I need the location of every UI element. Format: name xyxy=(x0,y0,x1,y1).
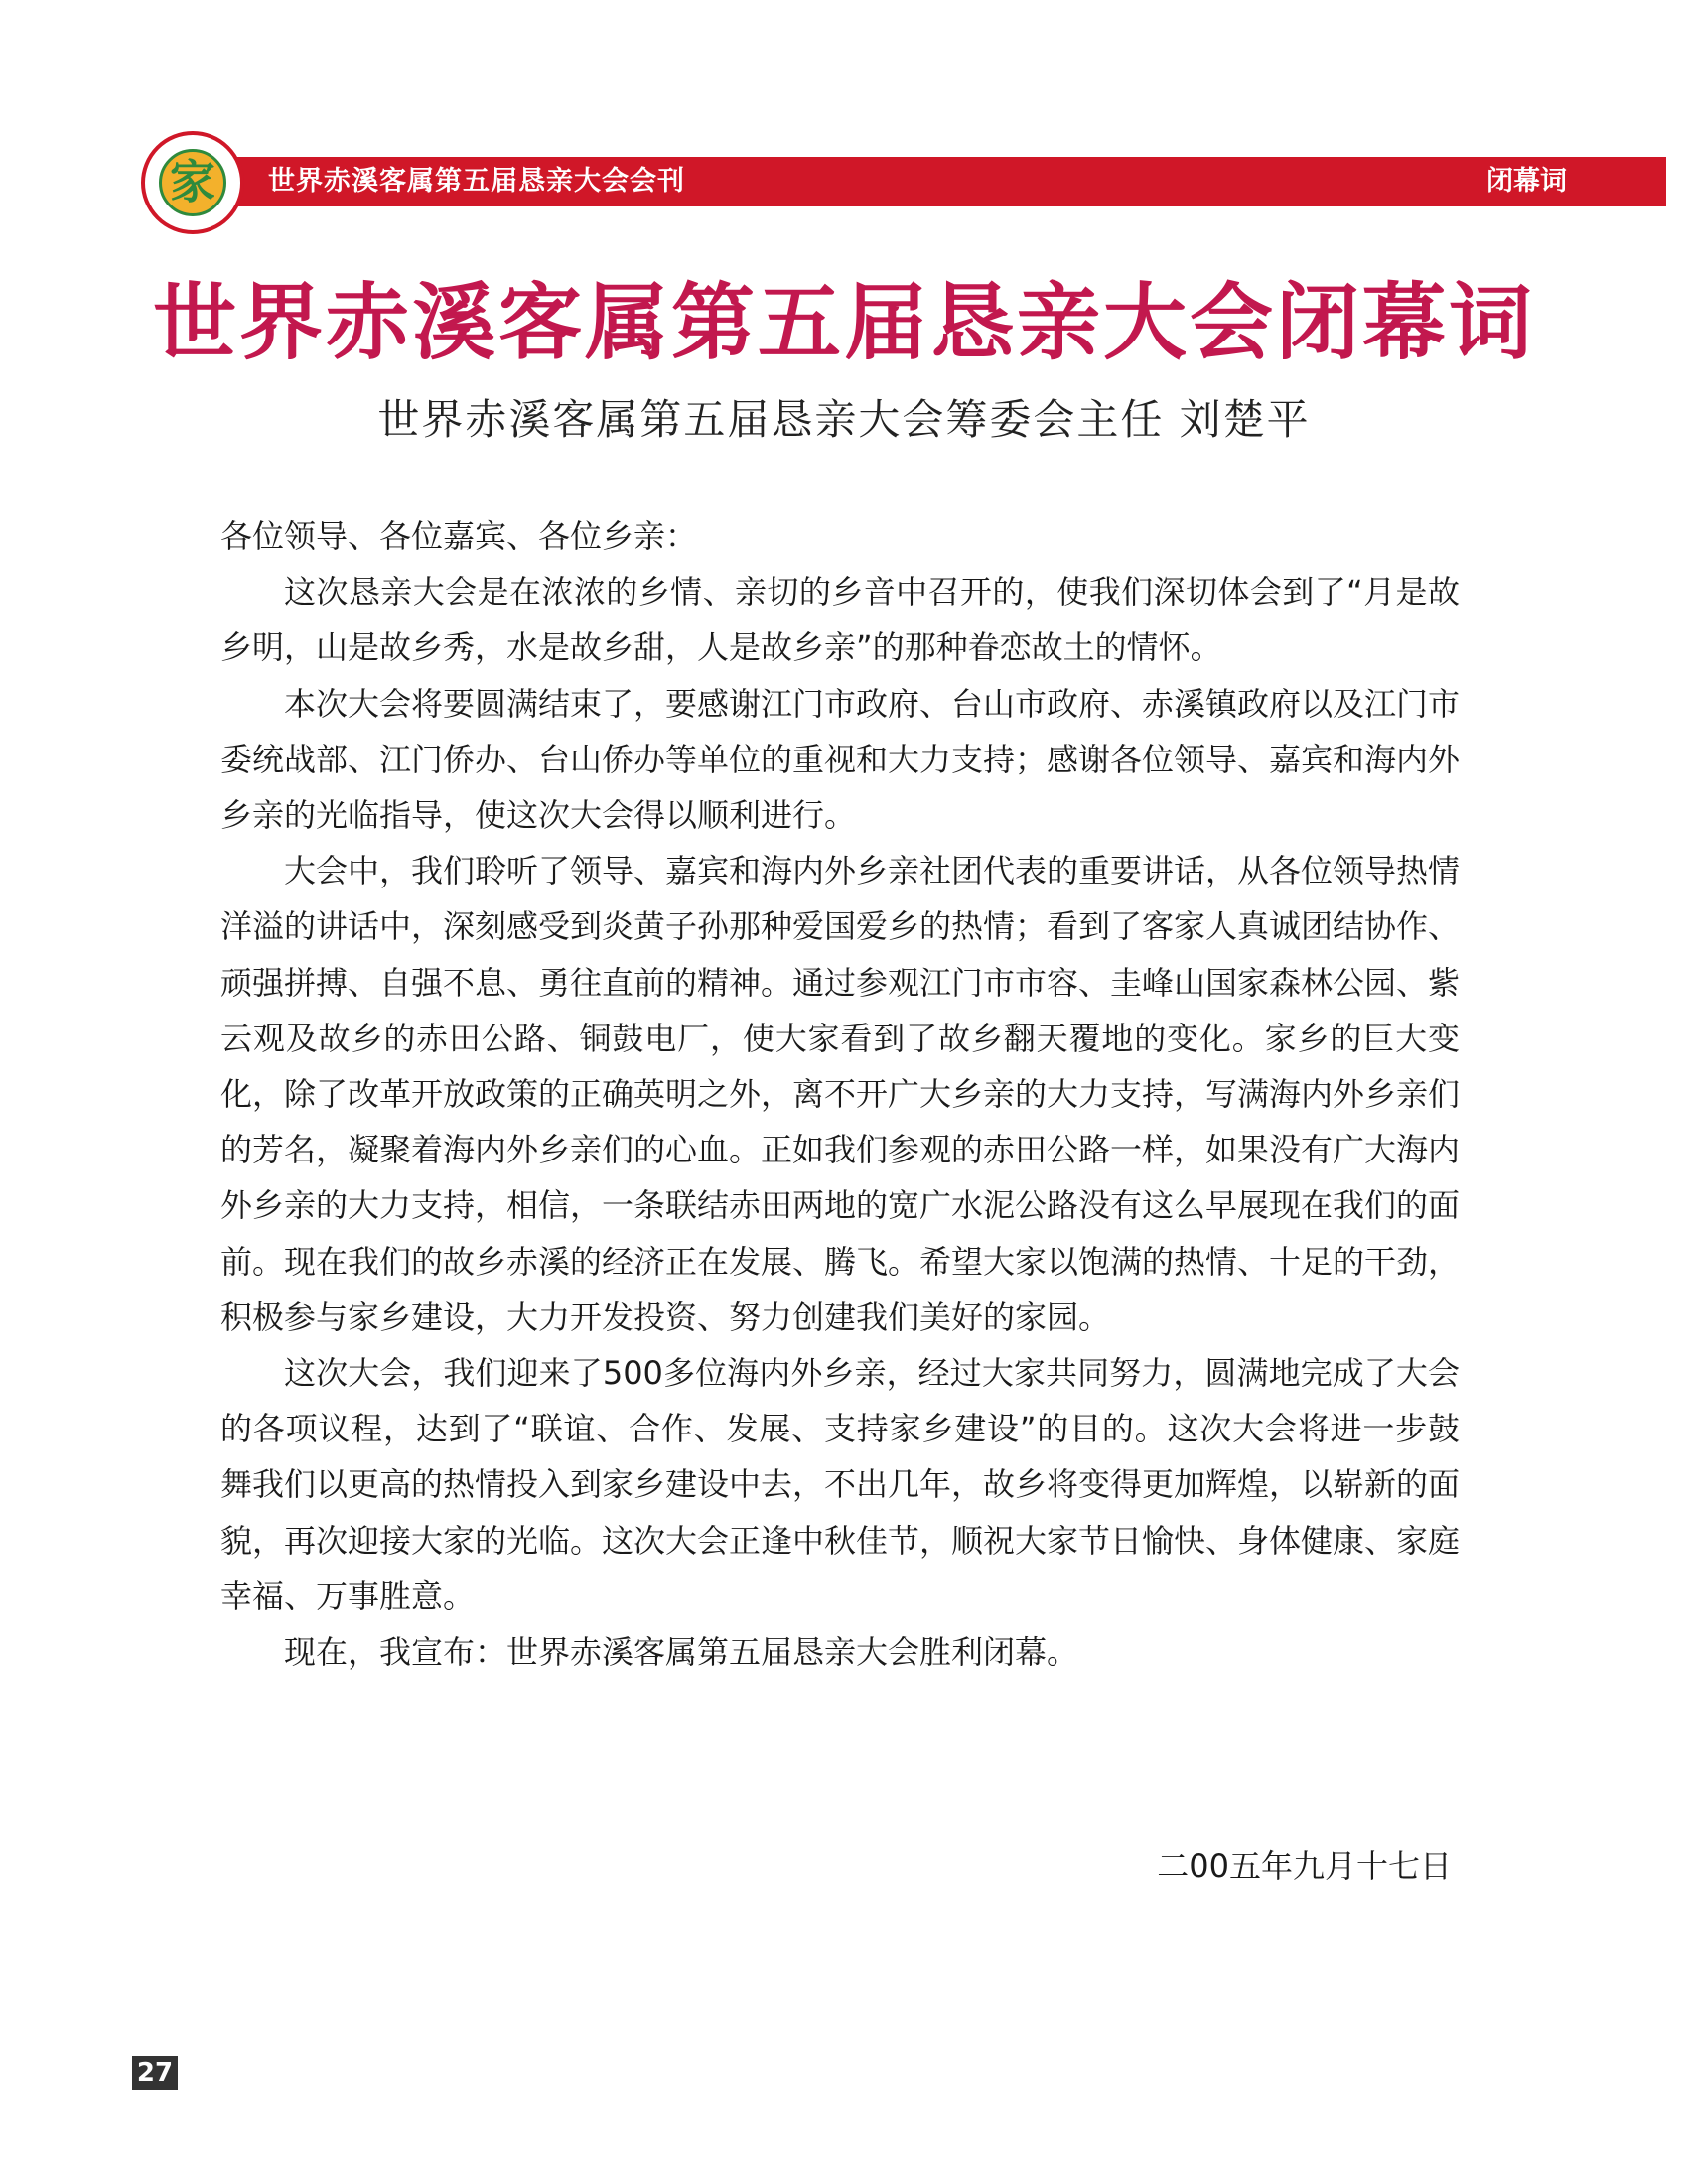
paragraph: 本次大会将要圆满结束了，要感谢江门市政府、台山市政府、赤溪镇政府以及江门市委统战部、江门侨办、台山侨办等单位的重视和大力支持；感谢各位领导、嘉宾和海内外乡亲的光临指导，使这次大会得以顺利进行。 xyxy=(220,684,1461,835)
paragraph: 大会中，我们聆听了领导、嘉宾和海内外乡亲社团代表的重要讲话，从各位领导热情洋溢的讲话中，深刻感受到炎黄子孙那种爱国爱乡的热情；看到了客家人真诚团结协作、顽强拼搏、自强不息、勇往直前的精神。通过参观江门市市容、圭峰山国家森林公园、紫云观及故乡的赤田公路、铜鼓电厂，使大家看到了故乡翻天覆地的变化。家乡的巨大变化，除了改革开放政策的正确英明之外，离不开广大乡亲的大力支持，写满海内外乡亲们的芳名，凝聚着海内外乡亲们的心血。正如我们参观的赤田公路一样，如果没有广大海内外乡亲的大力支持，相信，一条联结赤田两地的宽广水泥公路没有这么早展现在我们的面前。现在我们的故乡赤溪的经济正在发展、腾飞。希望大家以饱满的热情、十足的干劲，积极参与家乡建设，大力开发投资、努力创建我们美好的家园。 xyxy=(220,852,1461,1336)
paragraph: 这次恳亲大会是在浓浓的乡情、亲切的乡音中召开的，使我们深切体会到了“月是故乡明，山是故乡秀，水是故乡甜，人是故乡亲”的那种眷恋故土的情怀。 xyxy=(220,573,1460,667)
speech-body xyxy=(220,508,1460,1680)
speaker-byline: 世界赤溪客属第五届恳亲大会筹委会主任 刘楚平 xyxy=(377,395,1311,444)
speech-date: 二00五年九月十七日 xyxy=(1157,1847,1452,1885)
header-bar xyxy=(228,157,1666,206)
salutation: 各位领导、各位嘉宾、各位乡亲： xyxy=(220,517,698,555)
page-title: 世界赤溪客属第五届恳亲大会闭幕词 xyxy=(152,273,1535,371)
page-number: 27 xyxy=(132,2056,178,2090)
closing-declaration: 现在，我宣布：世界赤溪客属第五届恳亲大会胜利闭幕。 xyxy=(284,1633,1079,1672)
paragraph: 这次大会，我们迎来了500多位海内外乡亲，经过大家共同努力，圆满地完成了大会的各项议程，达到了“联谊、合作、发展、支持家乡建设”的目的。这次大会将进一步鼓舞我们以更高的热情投入到家乡建设中去，不出几年，故乡将变得更加辉煌，以崭新的面貌，再次迎接大家的光临。这次大会正逢中秋佳节，顺祝大家节日愉快、身体健康、家庭幸福、万事胜意。 xyxy=(220,1354,1461,1615)
section-label: 闭幕词 xyxy=(1486,166,1567,197)
publication-name: 世界赤溪客属第五届恳亲大会会刊 xyxy=(268,166,685,197)
logo-emblem: 家 xyxy=(159,149,226,216)
association-logo xyxy=(141,131,244,234)
